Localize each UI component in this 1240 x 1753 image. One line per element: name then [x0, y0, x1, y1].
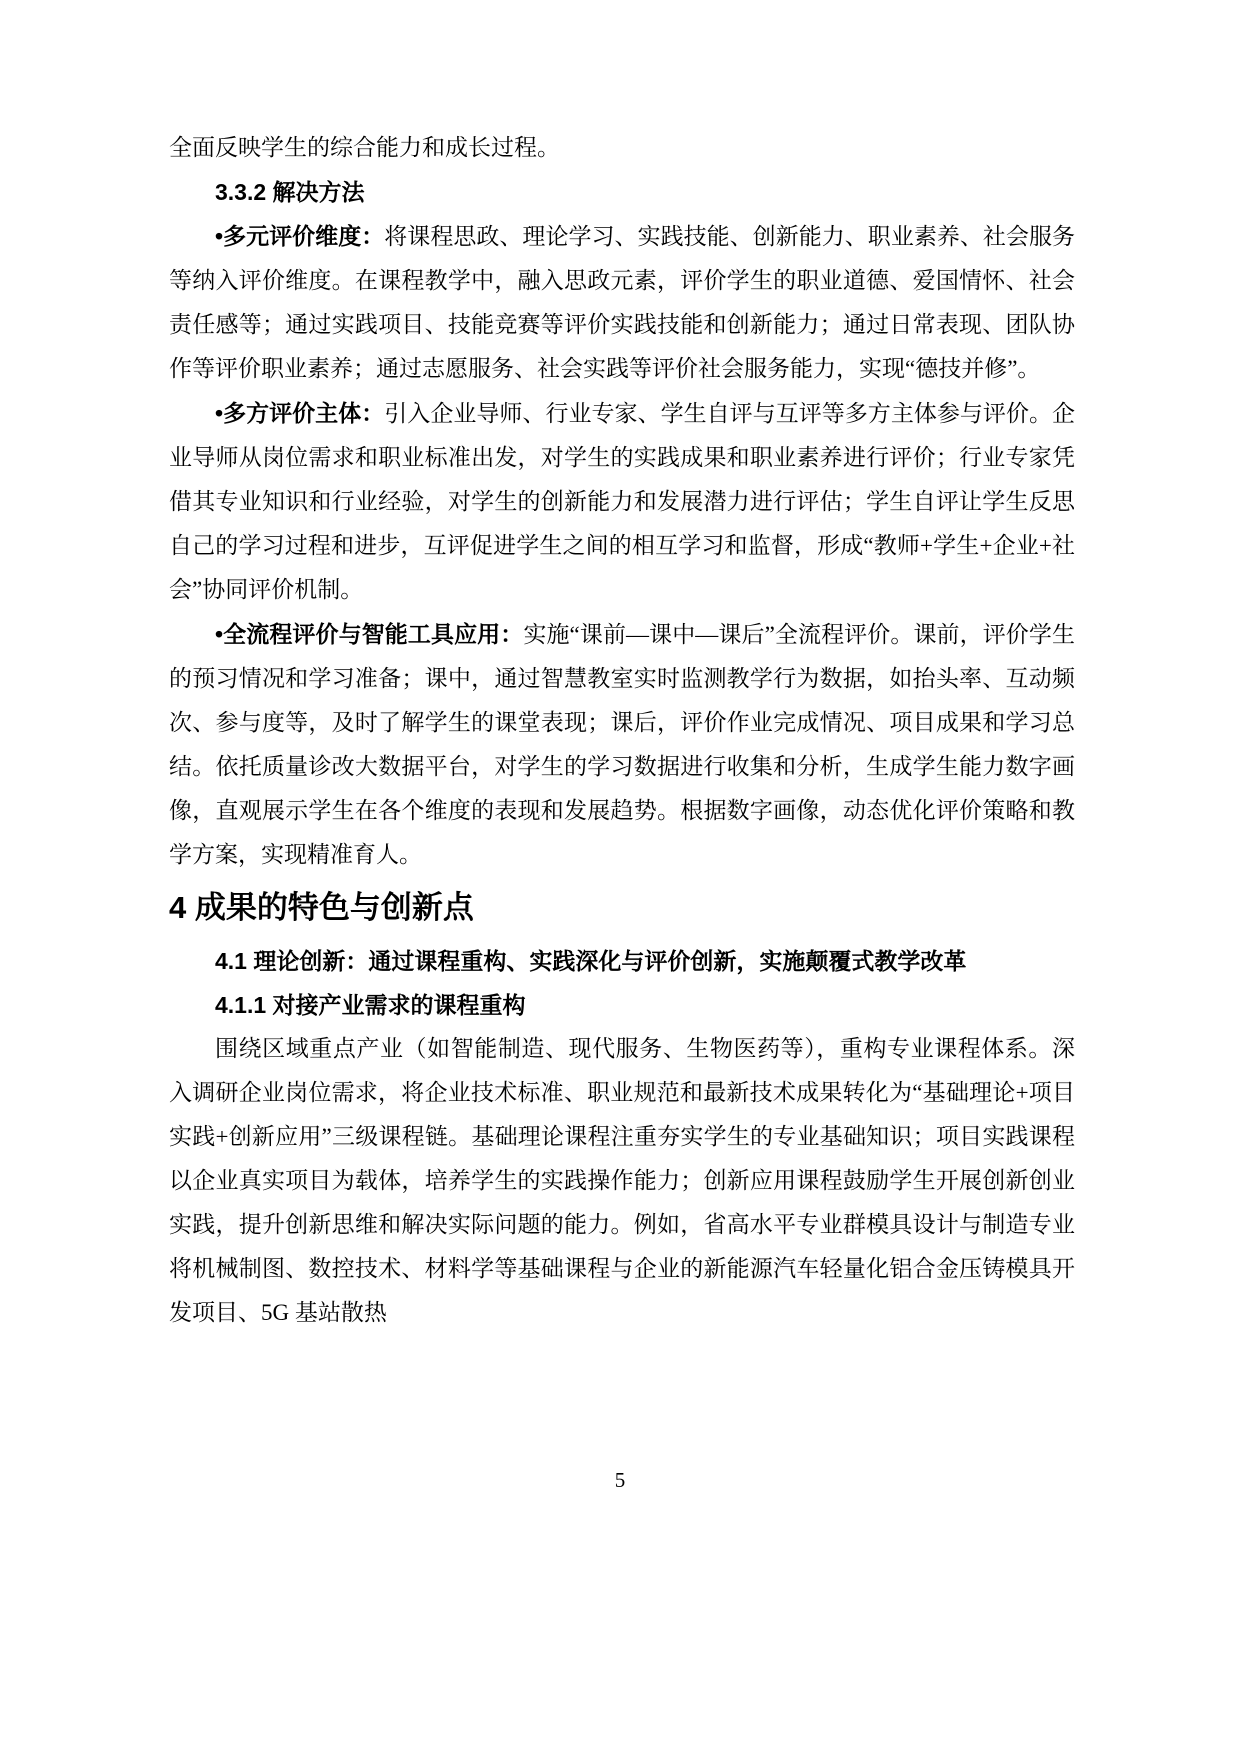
bullet-lead: •多元评价维度： [215, 223, 385, 249]
page-number: 5 [614, 1468, 626, 1492]
bullet-body: 引入企业导师、行业专家、学生自评与互评等多方主体参与评价。企业导师从岗位需求和职业标准出发，对学生的实践成果和职业素养进行评价；行业专家凭借其专业知识和行业经验，对学生的创新能力和发展潜力进行评估；学生自评让学生反思自己的学习过程和进步，互评促进学生之间的相互学习和监督，形成“教师+学生+企业+社会”协同评价机制。 [169, 401, 1076, 602]
paragraph-4-1-1-body: 围绕区域重点产业（如智能制造、现代服务、生物医药等），重构专业课程体系。深入调研企业岗位需求，将企业技术标准、职业规范和最新技术成果转化为“基础理论+项目实践+创新应用”三级课程链。基础理论课程注重夯实学生的专业基础知识；项目实践课程以企业真实项目为载体，培养学生的实践操作能力；创新应用课程鼓励学生开展创新创业实践，提升创新思维和解决实际问题的能力。例如，省高水平专业群模具设计与制造专业将机械制图、数控技术、材料学等基础课程与企业的新能源汽车轻量化铝合金压铸模具开发项目、5G 基站散热 [169, 1036, 1075, 1325]
heading-4: 4 成果的特色与创新点 [169, 890, 474, 925]
bullet-paragraph-evaluation-subjects [169, 391, 1075, 612]
bullet-paragraph-full-process-evaluation [169, 612, 1075, 877]
bullet-lead: •全流程评价与智能工具应用： [215, 621, 524, 647]
continuation-paragraph: 全面反映学生的综合能力和成长过程。 [169, 135, 560, 160]
heading-3-3-2: 3.3.2 解决方法 [215, 179, 365, 205]
heading-4-1: 4.1 理论创新：通过课程重构、实践深化与评价创新，实施颠覆式教学改革 [215, 948, 967, 974]
bullet-body: 将课程思政、理论学习、实践技能、创新能力、职业素养、社会服务等纳入评价维度。在课程教学中，融入思政元素，评价学生的职业道德、爱国情怀、社会责任感等；通过实践项目、技能竞赛等评价实践技能和创新能力；通过日常表现、团队协作等评价职业素养；通过志愿服务、社会实践等评价社会服务能力，实现“德技并修”。 [169, 224, 1076, 381]
bullet-lead: •多方评价主体： [215, 400, 385, 426]
heading-4-1-1: 4.1.1 对接产业需求的课程重构 [215, 992, 526, 1018]
page-content [169, 126, 1075, 1335]
bullet-paragraph-evaluation-dimensions [169, 214, 1075, 391]
bullet-body: 实施“课前—课中—课后”全流程评价。课前，评价学生的预习情况和学习准备；课中，通过智慧教室实时监测教学行为数据，如抬头率、互动频次、参与度等，及时了解学生的课堂表现；课后，评价作业完成情况、项目成果和学习总结。依托质量诊改大数据平台，对学生的学习数据进行收集和分析，生成学生能力数字画像，直观展示学生在各个维度的表现和发展趋势。根据数字画像，动态优化评价策略和教学方案，实现精准育人。 [169, 622, 1075, 867]
